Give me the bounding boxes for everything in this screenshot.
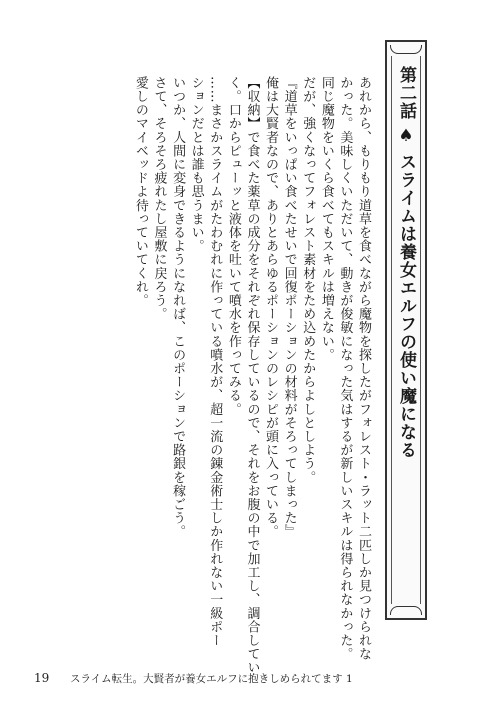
body-line: 【収納】で食べた薬草の成分をそれぞれ保存しているので、それをお腹の中で加工し、調合してい [244, 76, 260, 675]
body-line: 同じ魔物をいくら食べてもスキルは増えない。 [318, 76, 334, 362]
body-line: かった。美味しくいただいて、動きが俊敏になった気はするが新しいスキルは得られなかった。 [337, 76, 353, 661]
body-line: 愛しのマイベッドよ待っていてくれ。 [132, 76, 148, 308]
chapter-title-text: スライムは養女エルフの使い魔になる [396, 153, 416, 459]
body-line: ションだとは誰も思うまい。 [188, 76, 204, 253]
chapter-title [387, 66, 425, 459]
body-text [130, 76, 372, 675]
body-line: さて、そろそろ疲れたし屋敷に戻ろう。 [151, 76, 167, 321]
body-line: いつか、人間に変身できるようになれば、このポーションで路銀を稼ごう。 [170, 76, 186, 539]
body-line: 『道草をいっぱい食べたせいで回復ポーションの材料がそろってしまった』 [281, 76, 297, 539]
page-number: 19 [34, 671, 50, 685]
body-line: ……まさかスライムがたわむれに作っている噴水が、超一流の錬金術士しか作れない一級ポー [207, 76, 223, 648]
body-line: く。口からピューッと液体を吐いて噴水を作ってみる。 [225, 76, 241, 416]
chapter-banner [385, 40, 427, 620]
chapter-number: 第二話 [396, 66, 416, 120]
body-line: だが、強くなってフォレスト素材をため込めたからよしとしよう。 [300, 76, 316, 484]
spade-icon: ♠ [396, 126, 416, 147]
body-line: 俺は大賢者なので、ありとあらゆるポーションのレシピが頭に入っている。 [263, 76, 279, 539]
book-title: スライム転生。大賢者が養女エルフに抱きしめられてます 1 [70, 673, 353, 685]
body-line: あれから、もりもり道草を食べながら魔物を探したがフォレスト・ラット二匹しか見つけられな [356, 76, 371, 661]
page-footer [34, 671, 353, 686]
